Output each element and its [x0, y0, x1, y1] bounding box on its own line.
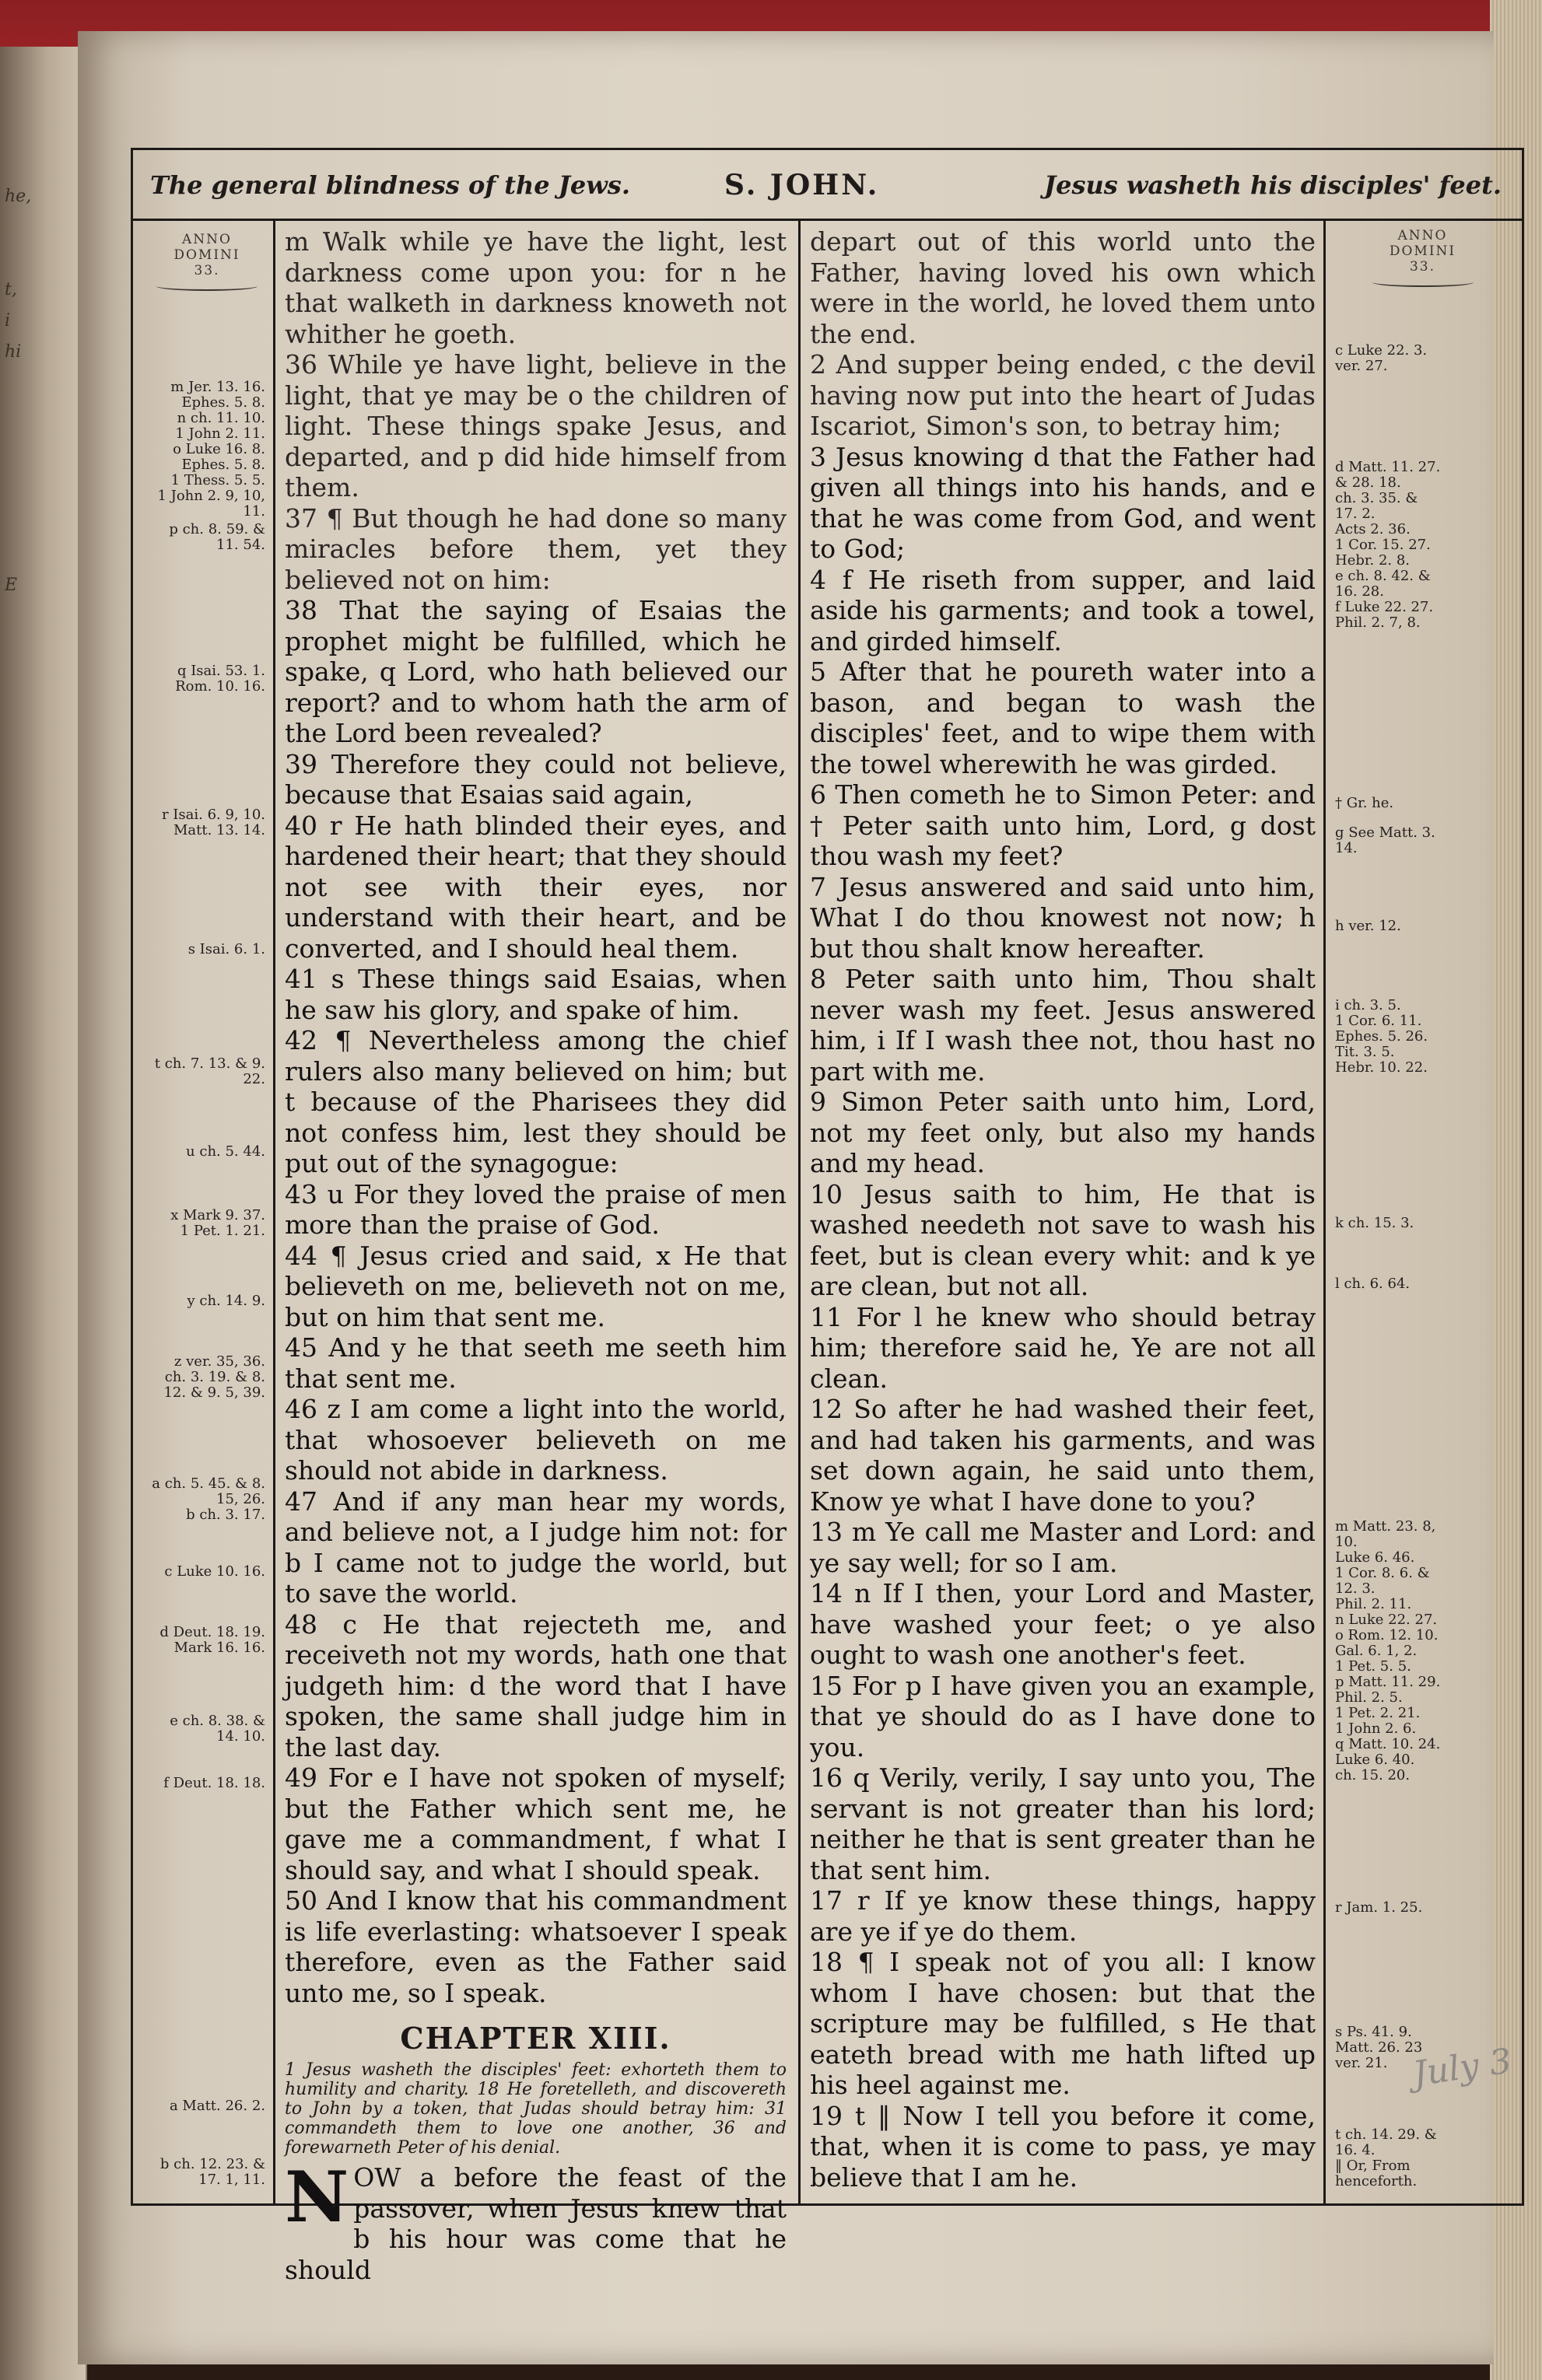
- pencil-annotation: July 3: [1411, 2041, 1514, 2095]
- marginal-reference: † Gr. he.: [1335, 795, 1394, 811]
- verse: 16 q Verily, verily, I say unto you, The servant is not greater than his lord; neither he that is sent greater than he that sent him.: [810, 1762, 1316, 1885]
- verse: 7 Jesus answered and said unto him, What I do thou knowest not now; h but thou shalt know hereafter.: [810, 871, 1316, 964]
- drop-cap: N: [285, 2156, 349, 2238]
- anno-rule: [1372, 278, 1474, 287]
- verse: 4 f He riseth from supper, and laid aside his garments; and took a towel, and girded himself.: [810, 564, 1316, 656]
- marginal-reference: q Isai. 53. 1. Rom. 10. 16.: [175, 663, 265, 695]
- right-margin-rule: [1323, 219, 1326, 2203]
- marginal-reference: a Matt. 26. 2.: [169, 2098, 265, 2114]
- header-right-title: Jesus washeth his disciples' feet.: [1043, 170, 1502, 200]
- marginal-reference: s Ps. 41. 9. Matt. 26. 23 ver. 21.: [1335, 2024, 1423, 2071]
- marginal-reference: m Matt. 23. 8, 10. Luke 6. 46. 1 Cor. 8. 6. & 12. 3. Phil. 2. 11. n Luke 22. 27. o Rom. 12. 10. Gal. 6. 1, 2. 1 Pet. 5. 5. p Matt. 11. 29. Phil. 2. 5. 1 Pet. 2. 21. 1 John 2. 6. q Matt. 10. 24. Luke 6. 40. ch. 15. 20.: [1335, 1518, 1441, 1783]
- verse: 8 Peter saith unto him, Thou shalt never wash my feet. Jesus answered him, i If I wash thee not, thou hast no part with me.: [810, 964, 1316, 1087]
- marginal-reference: a ch. 5. 45. & 8. 15, 26. b ch. 3. 17.: [152, 1475, 265, 1523]
- verse: 47 And if any man hear my words, and believe not, a I judge him not: for b I came not to judge the world, but to save the world.: [285, 1486, 787, 1608]
- marginal-reference: r Isai. 6. 9, 10. Matt. 13. 14.: [161, 807, 265, 838]
- left-margin-rule: [273, 219, 275, 2203]
- verse: 5 After that he poureth water into a bason, and began to wash the disciples' feet, and to wipe them with the towel wherewith he was girded.: [810, 656, 1316, 779]
- marginal-reference: h ver. 12.: [1335, 918, 1401, 934]
- marginal-reference: x Mark 9. 37. 1 Pet. 1. 21.: [170, 1207, 265, 1239]
- anno-year: 33.: [194, 263, 220, 278]
- marginal-reference: c Luke 10. 16.: [164, 1563, 265, 1580]
- center-column-rule: [798, 219, 801, 2203]
- bible-page: [78, 31, 1514, 2364]
- verse: 43 u For they loved the praise of men more than the praise of God.: [285, 1178, 787, 1240]
- verse: 42 ¶ Nevertheless among the chief rulers also many believed on him; but t because of the Pharisees they did not confess him, lest they should be put out of the synagogue:: [285, 1025, 787, 1178]
- verse: 17 r If ye know these things, happy are ye if ye do them.: [810, 1885, 1316, 1947]
- marginal-reference: z ver. 35, 36. ch. 3. 19. & 8. 12. & 9. 5, 39.: [163, 1353, 265, 1401]
- verse: 41 s These things said Esaias, when he saw his glory, and spake of him.: [285, 964, 787, 1025]
- header-book-title: S. JOHN.: [724, 169, 880, 201]
- verse: 37 ¶ But though he had done so many miracles before them, yet they believed not on him:: [285, 502, 787, 595]
- anno-label: ANNO: [1397, 228, 1448, 243]
- verse: 3 Jesus knowing d that the Father had given all things into his hands, and e that he was come from God, and went to God;: [810, 441, 1316, 564]
- marginal-reference: e ch. 8. 38. & 14. 10.: [170, 1713, 265, 1745]
- chapter-title: CHAPTER XIII.: [400, 2021, 671, 2056]
- verse: 40 r He hath blinded their eyes, and hardened their heart; that they should not see with their eyes, nor understand with their heart, and be converted, and I should heal them.: [285, 810, 787, 964]
- marginal-reference: k ch. 15. 3.: [1335, 1215, 1414, 1231]
- marginal-reference: d Deut. 18. 19. Mark 16. 16.: [159, 1624, 265, 1656]
- page-frame: [131, 148, 1524, 2285]
- anno-label: ANNO: [182, 232, 232, 247]
- marginal-reference: t ch. 14. 29. & 16. 4. ‖ Or, From henceforth.: [1335, 2126, 1437, 2189]
- right-text-column: [810, 226, 1316, 2193]
- verse: 12 So after he had washed their feet, and had taken his garments, and was set down again, he said unto them, Know ye what I have done to you?: [810, 1394, 1316, 1517]
- left-text-column: [285, 226, 787, 2285]
- anno-domini-right: [1335, 228, 1510, 287]
- verse: 19 t ‖ Now I tell you before it come, that, when it is come to pass, ye may believe that I am he.: [810, 2100, 1316, 2193]
- left-page-edge: [0, 47, 87, 2380]
- chapter-first-verse: [285, 2156, 787, 2285]
- left-page-fragment: he,: [5, 187, 32, 206]
- verse: 6 Then cometh he to Simon Peter: and † Peter saith unto him, Lord, g dost thou wash my feet?: [810, 779, 1316, 871]
- marginal-reference: l ch. 6. 64.: [1335, 1276, 1411, 1292]
- left-page-fragment: E: [5, 576, 18, 595]
- anno-year: 33.: [1409, 259, 1436, 275]
- verse: 38 That the saying of Esaias the prophet might be fulfilled, which he spake, q Lord, who hath believed our report? and to whom hath the arm of the Lord been revealed?: [285, 595, 787, 748]
- verse: 9 Simon Peter saith unto him, Lord, not my feet only, but also my hands and my head.: [810, 1087, 1316, 1178]
- verse: 44 ¶ Jesus cried and said, x He that believeth on me, believeth not on me, but on him that sent me.: [285, 1240, 787, 1332]
- marginal-reference: f Deut. 18. 18.: [163, 1775, 265, 1791]
- verse: 15 For p I have given you an example, that ye should do as I have done to you.: [810, 1670, 1316, 1762]
- verse: m Walk while ye have the light, lest darkness come upon you: for n he that walketh in darkness knoweth not whither he goeth.: [285, 226, 787, 349]
- header-left-title: The general blindness of the Jews.: [150, 170, 630, 200]
- first-verse-text: OW a before the feast of the passover, when Jesus knew that b his hour was come that he should: [285, 2162, 787, 2285]
- verse: 11 For l he knew who should betray him; therefore said he, Ye are not all clean.: [810, 1301, 1316, 1394]
- marginal-reference: c Luke 22. 3. ver. 27.: [1335, 342, 1428, 374]
- verse: depart out of this world unto the Father, having loved his own which were in the world, he loved them unto the end.: [810, 226, 1316, 349]
- verse: 13 m Ye call me Master and Lord: and ye say well; for so I am.: [810, 1517, 1316, 1578]
- running-header: [133, 150, 1522, 221]
- verse: 49 For e I have not spoken of myself; but the Father which sent me, he gave me a commandment, f what I should say, and what I should speak.: [285, 1762, 787, 1885]
- marginal-reference: g See Matt. 3. 14.: [1335, 824, 1435, 856]
- verse: 48 c He that rejecteth me, and receiveth not my words, hath one that judgeth him: d the word that I have spoken, the same shall judge him in the last day.: [285, 1608, 787, 1762]
- domini-label: DOMINI: [1389, 243, 1456, 259]
- domini-label: DOMINI: [173, 247, 240, 263]
- marginal-reference: u ch. 5. 44.: [186, 1143, 265, 1160]
- marginal-reference: t ch. 7. 13. & 9. 22.: [154, 1055, 265, 1087]
- marginal-reference: y ch. 14. 9.: [187, 1293, 265, 1309]
- marginal-reference: i ch. 3. 5. 1 Cor. 6. 11. Ephes. 5. 26. Tit. 3. 5. Hebr. 10. 22.: [1335, 997, 1428, 1076]
- verse: 45 And y he that seeth me seeth him that sent me.: [285, 1332, 787, 1394]
- anno-domini-left: [149, 232, 265, 291]
- marginal-reference: d Matt. 11. 27. & 28. 18. ch. 3. 35. & 17. 2. Acts 2. 36. 1 Cor. 15. 27. Hebr. 2. 8. e ch. 8. 42. & 16. 28. f Luke 22. 27. Phil. 2. 7, 8.: [1335, 459, 1441, 631]
- chapter-summary: 1 Jesus washeth the disciples' feet: exhorteth them to humility and charity. 18 He foretelleth, and discovereth to John by a token, that Judas should betray him: 31 commandeth them to love one another, 36 and forewarneth Peter of his denial.: [285, 2060, 787, 2158]
- marginal-reference: r Jam. 1. 25.: [1335, 1899, 1423, 1916]
- marginal-reference: m Jer. 13. 16. Ephes. 5. 8. n ch. 11. 10. 1 John 2. 11. o Luke 16. 8. Ephes. 5. 8. 1 Thess. 5. 5. 1 John 2. 9, 10, 11.: [157, 379, 265, 520]
- left-page-fragment: hi: [5, 342, 22, 362]
- left-page-fragment: i: [5, 311, 11, 331]
- verse: 18 ¶ I speak not of you all: I know whom I have chosen: but that the scripture may be fulfilled, s He that eateth bread with me hath lifted up his heel against me.: [810, 1947, 1316, 2100]
- anno-rule: [156, 282, 258, 291]
- marginal-reference: s Isai. 6. 1.: [187, 941, 265, 957]
- verse: 50 And I know that his commandment is life everlasting: whatsoever I speak therefore, even as the Father said unto me, so I speak.: [285, 1885, 787, 2008]
- verse: 36 While ye have light, believe in the light, that ye may be o the children of light. These things spake Jesus, and departed, and p did hide himself from them.: [285, 349, 787, 502]
- marginal-reference: p ch. 8. 59. & 11. 54.: [169, 521, 265, 553]
- verse: 39 Therefore they could not believe, because that Esaias said again,: [285, 748, 787, 810]
- verse: 10 Jesus saith to him, He that is washed needeth not save to wash his feet, but is clean every whit: and k ye are clean, but not all.: [810, 1178, 1316, 1301]
- verse: 46 z I am come a light into the world, that whosoever believeth on me should not abide in darkness.: [285, 1394, 787, 1486]
- left-page-fragment: t,: [5, 280, 17, 299]
- verse: 14 n If I then, your Lord and Master, have washed your feet; o ye also ought to wash one another's feet.: [810, 1578, 1316, 1670]
- marginal-reference: b ch. 12. 23. & 17. 1, 11.: [159, 2156, 265, 2188]
- verse: 2 And supper being ended, c the devil having now put into the heart of Judas Iscariot, Simon's son, to betray him;: [810, 349, 1316, 441]
